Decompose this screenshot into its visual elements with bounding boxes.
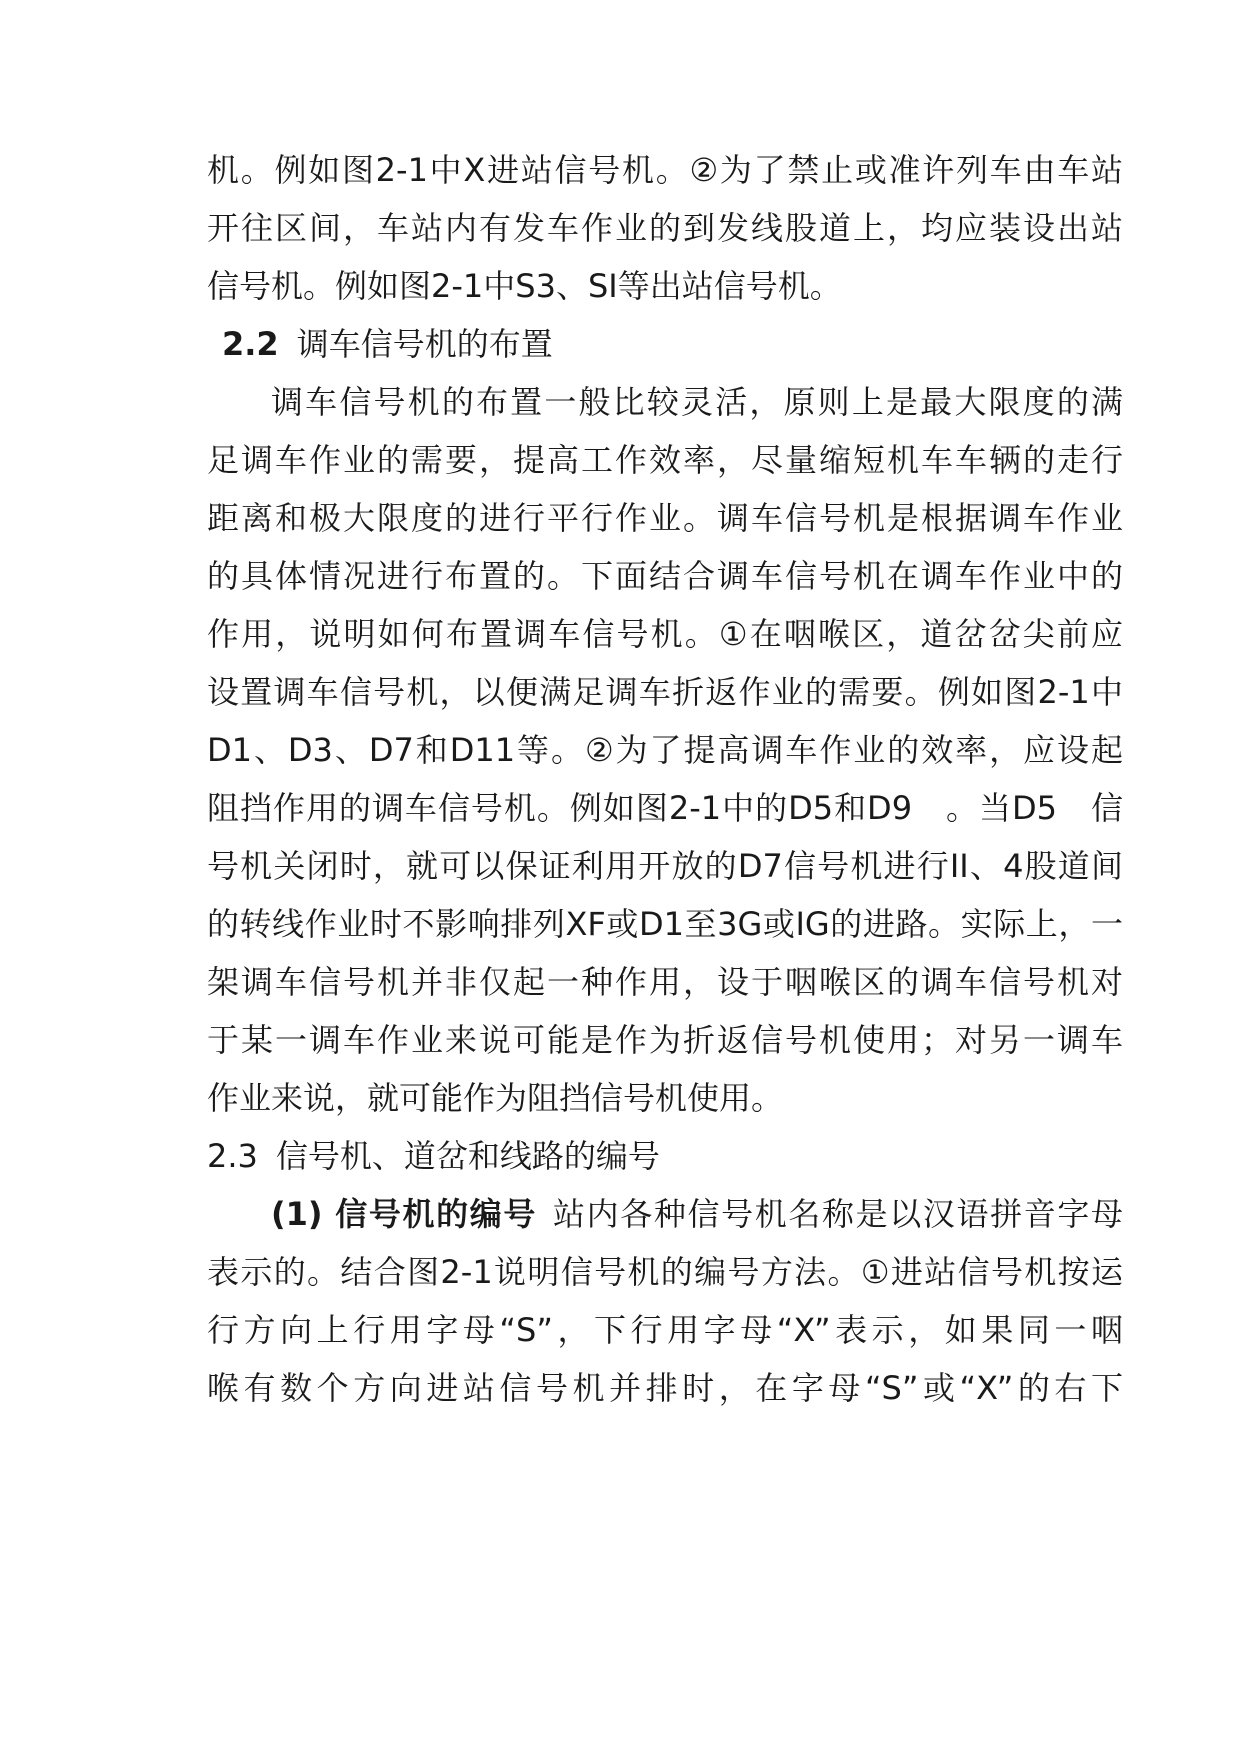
paragraph-3-line-2: 表示的。结合图2-1说明信号机的编号方法。①进站信号机按运 <box>207 1253 1123 1291</box>
paragraph-3-line-3: 行方向上行用字母“S”，下行用字母“X”表示，如果同一咽 <box>207 1311 1123 1349</box>
section-2-2-heading <box>222 322 553 366</box>
paragraph-2-line-7: D1、D3、D7和D11等。②为了提高调车作业的效率，应设起 <box>207 731 1123 769</box>
paragraph-1-line-2: 开往区间，车站内有发车作业的到发线股道上，均应装设出站 <box>207 209 1123 247</box>
paragraph-2-line-4: 的具体情况进行布置的。下面结合调车信号机在调车作业中的 <box>207 557 1123 595</box>
paragraph-2-line-10: 的转线作业时不影响排列XF或D1至3G或IG的进路。实际上，一 <box>207 905 1123 943</box>
paragraph-2-line-12: 于某一调车作业来说可能是作为折返信号机使用；对另一调车 <box>207 1021 1123 1059</box>
paragraph-3-line-1-rest: 站内各种信号机名称是以汉语拼音字母 <box>553 1195 1123 1233</box>
section-2-2-title: 调车信号机的布置 <box>296 325 553 363</box>
section-2-3-heading <box>207 1134 660 1178</box>
section-2-3-number: 2.3 <box>207 1137 258 1175</box>
signal-numbering-lead: (1) 信号机的编号 <box>271 1195 538 1233</box>
paragraph-1-line-1: 机。例如图2-1中X进站信号机。②为了禁止或准许列车由车站 <box>207 151 1123 189</box>
paragraph-3-line-1 <box>271 1192 1123 1236</box>
paragraph-2-line-13: 作业来说，就可能作为阻挡信号机使用。 <box>207 1079 784 1117</box>
paragraph-2-line-1: 调车信号机的布置一般比较灵活，原则上是最大限度的满 <box>271 383 1123 421</box>
paragraph-2-line-11: 架调车信号机并非仅起一种作用，设于咽喉区的调车信号机对 <box>207 963 1123 1001</box>
section-2-2-number: 2.2 <box>222 325 279 363</box>
paragraph-2-line-9: 号机关闭时，就可以保证利用开放的D7信号机进行II、4股道间 <box>207 847 1123 885</box>
section-2-3-title: 信号机、道岔和线路的编号 <box>275 1137 660 1175</box>
paragraph-2-line-5: 作用，说明如何布置调车信号机。①在咽喉区，道岔岔尖前应 <box>207 615 1123 653</box>
paragraph-3-line-4: 喉有数个方向进站信号机并排时，在字母“S”或“X”的右下 <box>207 1369 1123 1407</box>
paragraph-2-line-8: 阻挡作用的调车信号机。例如图2-1中的D5和D9 。当D5 信 <box>207 789 1123 827</box>
paragraph-1-line-3: 信号机。例如图2-1中S3、SI等出站信号机。 <box>207 267 842 305</box>
paragraph-2-line-3: 距离和极大限度的进行平行作业。调车信号机是根据调车作业 <box>207 499 1123 537</box>
paragraph-2-line-6: 设置调车信号机，以便满足调车折返作业的需要。例如图2-1中 <box>207 673 1123 711</box>
paragraph-2-line-2: 足调车作业的需要，提高工作效率，尽量缩短机车车辆的走行 <box>207 441 1123 479</box>
